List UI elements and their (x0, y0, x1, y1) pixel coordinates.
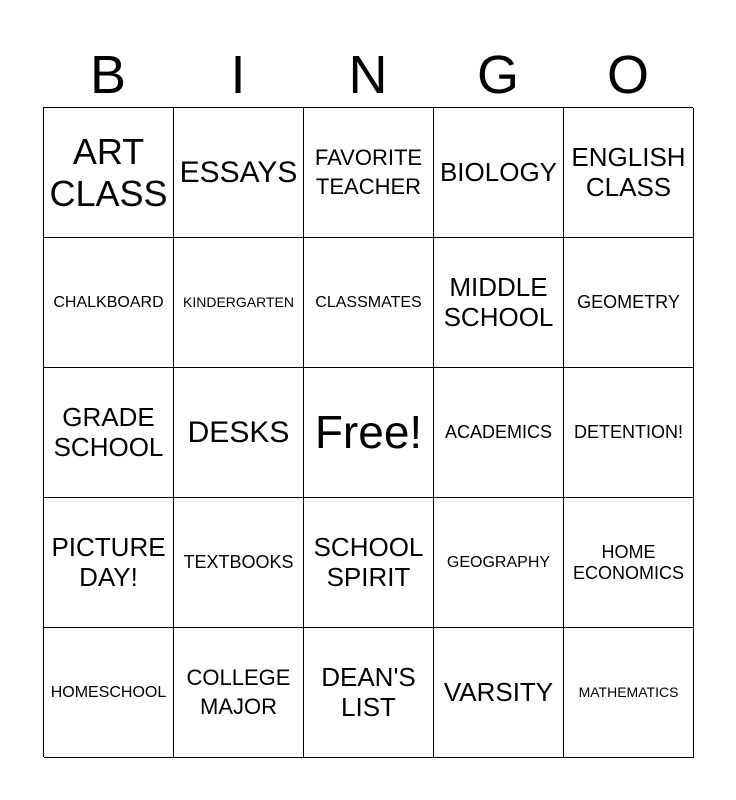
header-letter-b: B (89, 45, 127, 105)
bingo-cell: HOME ECONOMICS (564, 498, 694, 628)
bingo-cell: CHALKBOARD (44, 238, 174, 368)
header-letter-o: O (606, 45, 649, 105)
bingo-cell: GEOMETRY (564, 238, 694, 368)
bingo-cell: PICTURE DAY! (44, 498, 174, 628)
bingo-cell: DEAN'S LIST (304, 628, 434, 758)
bingo-cell: ART CLASS (44, 108, 174, 238)
bingo-cell: GRADE SCHOOL (44, 368, 174, 498)
free-space: Free! (304, 368, 434, 498)
bingo-cell: FAVORITE TEACHER (304, 108, 434, 238)
bingo-cell: KINDERGARTEN (174, 238, 304, 368)
bingo-cell: BIOLOGY (434, 108, 564, 238)
bingo-cell: GEOGRAPHY (434, 498, 564, 628)
header-letter-g: G (476, 45, 519, 105)
bingo-cell: DESKS (174, 368, 304, 498)
bingo-board (43, 107, 693, 757)
bingo-cell: COLLEGE MAJOR (174, 628, 304, 758)
bingo-cell: MIDDLE SCHOOL (434, 238, 564, 368)
bingo-cell: VARSITY (434, 628, 564, 758)
header-letter-i: I (230, 45, 246, 105)
bingo-cell: DETENTION! (564, 368, 694, 498)
bingo-cell: ENGLISH CLASS (564, 108, 694, 238)
bingo-cell: ESSAYS (174, 108, 304, 238)
bingo-cell: ACADEMICS (434, 368, 564, 498)
bingo-header (43, 44, 693, 106)
bingo-cell: TEXTBOOKS (174, 498, 304, 628)
bingo-cell: SCHOOL SPIRIT (304, 498, 434, 628)
bingo-cell: MATHEMATICS (564, 628, 694, 758)
header-letter-n: N (348, 45, 388, 105)
bingo-cell: CLASSMATES (304, 238, 434, 368)
bingo-cell: HOMESCHOOL (44, 628, 174, 758)
